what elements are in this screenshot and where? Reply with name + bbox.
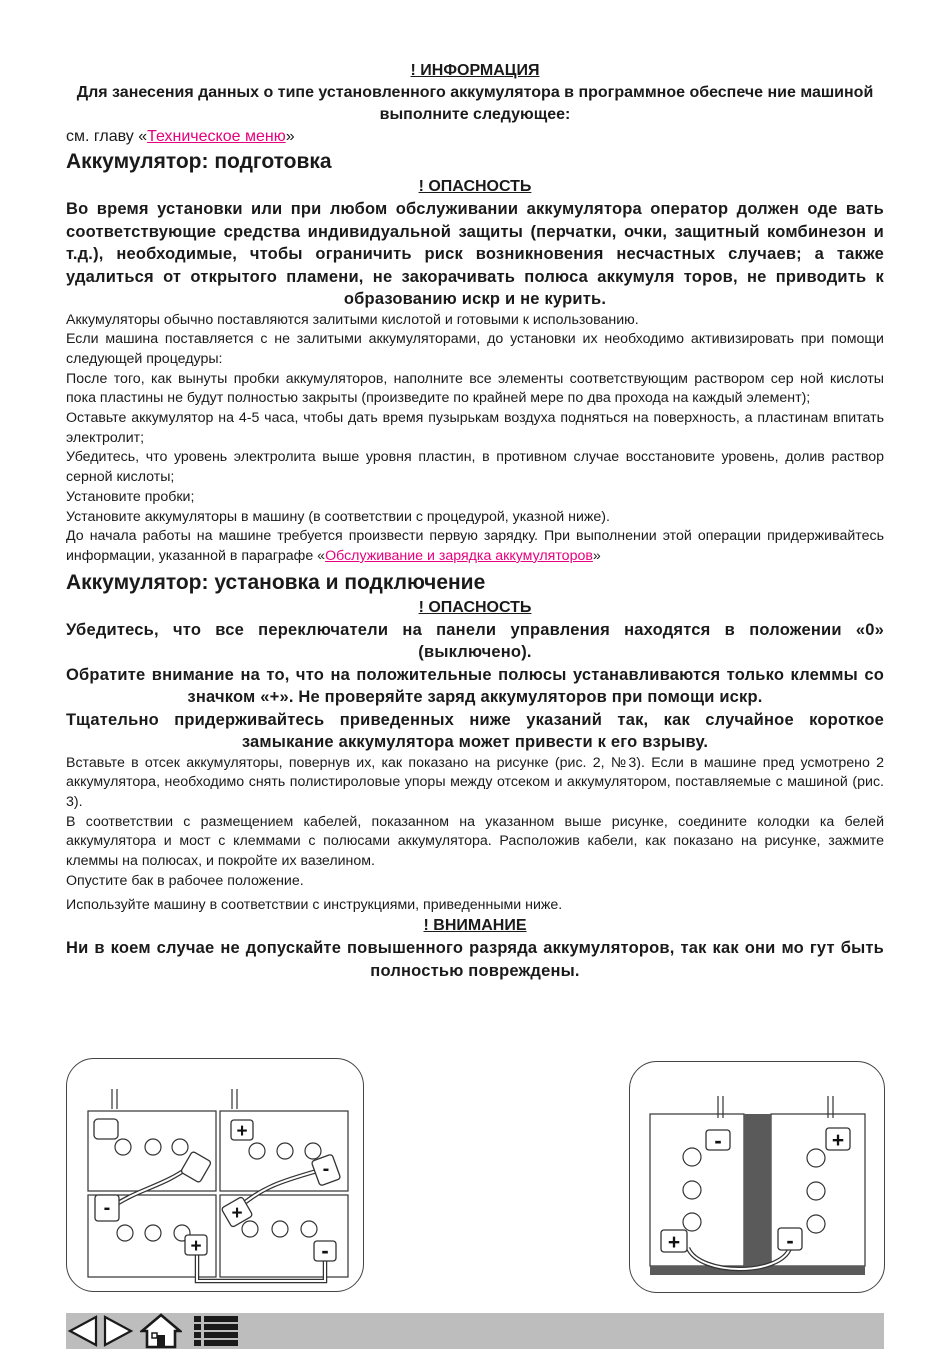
plus-label: + — [236, 1121, 248, 1142]
danger-text-2a: Убедитесь, что все переключатели на панели управления находятся в положении «0» (выключено). — [66, 620, 884, 662]
section-title-preparation: Аккумулятор: подготовка — [66, 150, 332, 173]
prep-paragraph-8 — [66, 527, 884, 566]
figure-two-batteries — [629, 1061, 885, 1293]
see-prefix: см. главу « — [66, 128, 148, 145]
prep-paragraph-5: Убедитесь, что уровень электролита выше уровня пластин, в противном случае восстановите уровень, долив раствор серной кислоты; — [66, 449, 884, 486]
section-title-installation: Аккумулятор: установка и подключение — [66, 570, 486, 594]
prep-paragraph-4: Оставьте аккумулятор на 4-5 часа, чтобы дать время пузырькам воздуха подняться на поверхность, а пластинам впитать электролит; — [66, 410, 884, 446]
see-chapter — [66, 126, 884, 148]
figure-four-batteries — [66, 1058, 364, 1292]
prep-paragraph-8-text: До начала работы на машине требуется произвести первую зарядку. При выполнении этой операции придерживайтесь информации, указанной в параграфе « — [66, 528, 884, 564]
page-content — [66, 60, 884, 982]
minus-label: - — [786, 1228, 794, 1253]
danger-header-2: ! ОПАСНОСТЬ — [418, 598, 532, 616]
warning-header: ! ВНИМАНИЕ — [423, 917, 527, 935]
install-paragraph-4: Используйте машину в соответствии с инструкциями, приведенными ниже. — [66, 896, 563, 913]
triangle-right-icon[interactable] — [101, 1313, 135, 1349]
minus-label: - — [714, 1128, 722, 1153]
prep-paragraph-2: Если машина поставляется с не залитыми аккумуляторами, до установки их необходимо активизировать при помощи следующей процедуры: — [66, 331, 884, 367]
danger-header-1: ! ОПАСНОСТЬ — [418, 178, 532, 195]
prep-paragraph-6: Установите пробки; — [66, 488, 195, 505]
four-batteries-drawing — [67, 1059, 363, 1291]
two-batteries-drawing — [630, 1062, 884, 1292]
see-suffix: » — [285, 128, 295, 145]
prep-paragraph-7: Установите аккумуляторы в машину (в соответствии с процедурой, указной ниже). — [66, 508, 610, 525]
minus-label: - — [322, 1158, 330, 1180]
minus-label: - — [103, 1197, 111, 1219]
prep-paragraph-8-suffix: » — [592, 547, 601, 564]
install-paragraph-2: В соответствии с размещением кабелей, показанном на указанном выше рисунке, соедините колодки ка белей аккумулятора и мост с клеммами с полюсами аккумулятора. Расположив кабели, как показано на рисунке, зажмите клеммы на полюсах, и покройте их вазелином. — [66, 813, 884, 870]
plus-label: + — [231, 1203, 243, 1224]
info-text: Для занесения данных о типе установленного аккумулятора в программное обеспече ние машиной выполните следующее: — [76, 84, 874, 123]
install-paragraph-1: Вставьте в отсек аккумуляторы, повернув их, как показано на рисунке (рис. 2, №3). Если в машине пред усмотрено 2 аккумулятора, необходимо снять полистироловые упоры между отсеком и аккумулятором, поставляемые с машиной (рис. 3). — [66, 754, 884, 811]
prep-paragraph-1: Аккумуляторы обычно поставляются залитыми кислотой и готовыми к использованию. — [66, 311, 639, 328]
bottom-nav-bar — [66, 1313, 884, 1349]
danger-text-2c: Тщательно придерживайтесь приведенных ниже указаний так, как случайное короткое замыкание аккумулятора может привести к его взрыву. — [66, 710, 884, 752]
plus-label: + — [831, 1129, 845, 1152]
minus-label: - — [321, 1238, 329, 1263]
link-technical-menu[interactable]: Техническое меню — [147, 128, 286, 145]
list-menu-icon[interactable] — [192, 1313, 240, 1349]
danger-text-1: Во время установки или при любом обслуживании аккумулятора оператор должен оде вать соответствующие средства индивидуальной защиты (перчатки, очки, защитный комбинезон и т.д.), необходимые, чтобы ограничить риск возникновения несчастных случаев; а также удалиться от открытого пламени, не закорачивать полюса аккумуля торов, не приводить к образованию искр и не курить. — [66, 200, 884, 308]
link-battery-maintenance[interactable]: Обслуживание и зарядка аккумуляторов — [325, 547, 593, 564]
info-header: ! ИНФОРМАЦИЯ — [410, 62, 540, 79]
warning-text: Ни в коем случае не допускайте повышенного разряда аккумуляторов, так как они мо гут быть полностью повреждены. — [66, 939, 884, 980]
triangle-left-icon[interactable] — [66, 1313, 100, 1349]
plus-label: + — [667, 1231, 681, 1254]
home-icon[interactable] — [140, 1313, 182, 1349]
prep-paragraph-3: После того, как вынуты пробки аккумуляторов, наполните все элементы соответствующим раствором сер ной кислоты пока пластины не будут полностью закрыты (произведите по крайней мере по два прохода на каждый элемент); — [66, 370, 884, 407]
plus-label: + — [190, 1236, 202, 1257]
danger-text-2b: Обратите внимание на то, что на положительные полюсы устанавливаются только клеммы со значком «+». Не проверяйте заряд аккумуляторов при помощи искр. — [66, 665, 884, 707]
install-paragraph-3: Опустите бак в рабочее положение. — [66, 872, 304, 889]
